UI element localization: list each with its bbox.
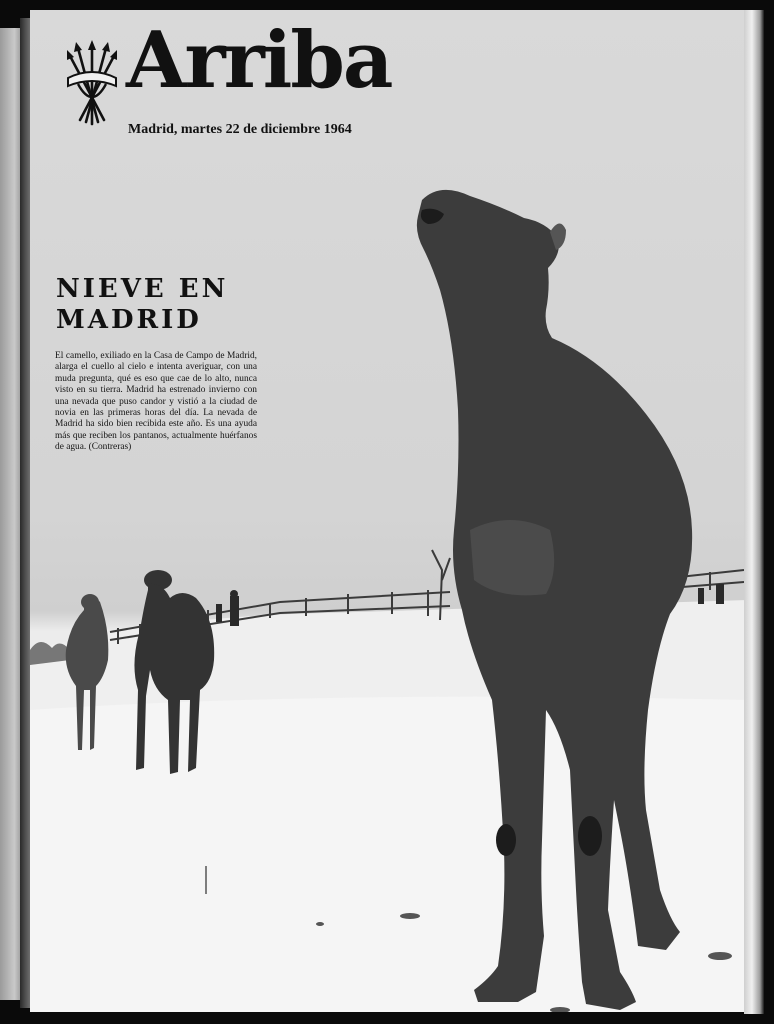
newspaper-title: Arriba: [126, 15, 392, 106]
article-headline: [56, 274, 296, 336]
issue-date: Madrid, martes 22 de diciembre 1964: [128, 122, 352, 137]
newspaper-page: [30, 10, 748, 1012]
headline-line-2: MADRID: [56, 305, 202, 335]
headline-line-1: NIEVE EN: [56, 274, 229, 304]
camels-in-snow-photo: [30, 10, 748, 1012]
yoke-and-arrows-icon: [64, 40, 120, 130]
page-edge: [744, 10, 764, 1014]
article-caption: El camello, exiliado en la Casa de Campo de Madrid, alarga el cuello al cielo e intenta averiguar, con una muda pregunta, qué es eso que cae de lo alto, nunca visto en su tierra. Madrid ha estrenado invierno con una nevada que puso candor y vistió a la ciudad de novia en las primeras horas del día. La nevada de Madrid ha sido bien recibida este año. Es una ayuda más que reciben los pantanos, actualmente huérfanos de agua. (Contreras): [55, 351, 257, 453]
